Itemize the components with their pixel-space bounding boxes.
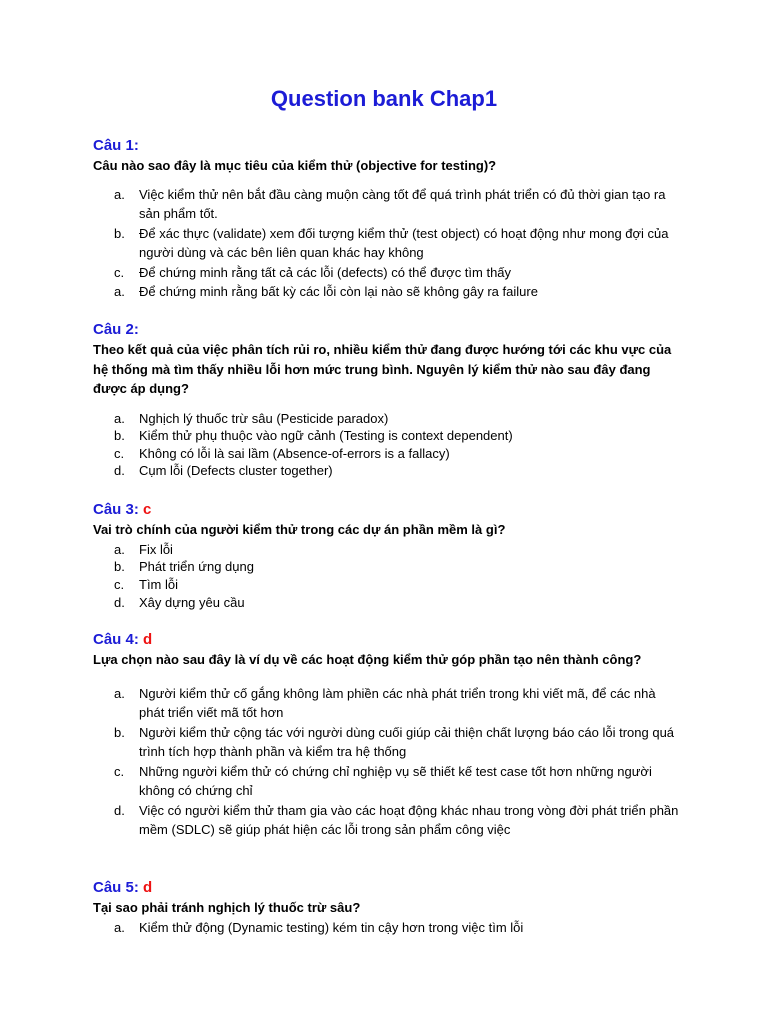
question-label: Câu 1: bbox=[93, 137, 139, 154]
option-letter: d. bbox=[114, 594, 125, 610]
question-text: Lựa chọn nào sau đây là ví dụ về các hoạt động kiểm thử góp phần tạo nên thành công? bbox=[93, 652, 642, 667]
option-letter: d. bbox=[114, 802, 125, 818]
question-heading bbox=[93, 320, 683, 340]
option-letter: a. bbox=[114, 186, 125, 202]
option-text: Phát triển ứng dụng bbox=[139, 559, 254, 575]
option-item bbox=[93, 462, 683, 480]
question-4 bbox=[93, 630, 683, 840]
option-text: Những người kiểm thử có chứng chỉ nghiệp vụ sẽ thiết kế test case tốt hơn những người không có chứng chỉ bbox=[139, 763, 652, 798]
option-item bbox=[93, 918, 683, 938]
option-text: Việc kiểm thử nên bắt đầu càng muộn càng tốt để quá trình phát triển có đủ thời gian tạo ra sản phẩm tốt. bbox=[139, 186, 666, 221]
question-text: Câu nào sao đây là mục tiêu của kiểm thử (objective for testing)? bbox=[93, 158, 497, 173]
question-2 bbox=[93, 320, 683, 480]
option-item bbox=[93, 541, 683, 559]
option-item bbox=[93, 427, 683, 445]
option-letter: c. bbox=[114, 763, 125, 779]
option-letter: a. bbox=[114, 541, 125, 557]
question-label: Câu 4: bbox=[93, 631, 139, 648]
option-text: Kiểm thử phụ thuộc vào ngữ cảnh (Testing is context dependent) bbox=[139, 428, 513, 443]
option-letter: d. bbox=[114, 463, 125, 478]
option-letter: c. bbox=[114, 264, 125, 280]
option-item bbox=[93, 185, 683, 224]
option-list bbox=[93, 684, 683, 840]
option-item bbox=[93, 558, 683, 576]
option-item bbox=[93, 282, 683, 302]
question-1 bbox=[93, 136, 683, 302]
option-text: Fix lỗi bbox=[139, 541, 173, 557]
option-item bbox=[93, 594, 683, 612]
option-letter: b. bbox=[114, 559, 125, 575]
option-list bbox=[93, 541, 683, 612]
question-label: Câu 5: bbox=[93, 879, 139, 896]
option-letter: a. bbox=[114, 410, 125, 426]
option-letter: a. bbox=[114, 284, 125, 299]
option-letter: a. bbox=[114, 919, 125, 935]
option-list bbox=[93, 410, 683, 480]
option-letter: c. bbox=[114, 445, 125, 461]
option-item bbox=[93, 576, 683, 594]
answer-key: d bbox=[143, 879, 153, 896]
option-text: Người kiểm thử cộng tác với người dùng cuối giúp cải thiện chất lượng báo cáo lỗi trong quá trình tích hợp thành phần và kiểm tra hệ thống bbox=[139, 724, 675, 759]
option-item bbox=[93, 410, 683, 428]
option-text: Tìm lỗi bbox=[139, 576, 178, 592]
question-5 bbox=[93, 878, 683, 937]
option-letter: b. bbox=[114, 724, 125, 740]
question-text: Vai trò chính của người kiểm thử trong các dự án phần mềm là gì? bbox=[93, 522, 506, 537]
page-title: Question bank Chap1 bbox=[270, 86, 498, 111]
option-item bbox=[93, 263, 683, 283]
question-heading bbox=[93, 500, 683, 520]
option-item bbox=[93, 224, 683, 263]
option-list bbox=[93, 185, 683, 302]
question-3 bbox=[93, 500, 683, 611]
option-item bbox=[93, 723, 683, 762]
option-letter: c. bbox=[114, 576, 125, 592]
option-text: Xây dựng yêu cầu bbox=[139, 594, 245, 610]
option-item bbox=[93, 801, 683, 840]
question-text: Theo kết quả của việc phân tích rủi ro, nhiều kiểm thử đang được hướng tới các khu vực của hệ thống mà tìm thấy nhiều lỗi hơn mức trung bình. Nguyên lý kiểm thử nào sau đây đang được áp dụng? bbox=[93, 342, 672, 396]
option-text: Việc có người kiểm thử tham gia vào các hoạt động khác nhau trong vòng đời phát triển phần mềm (SDLC) sẽ giúp phát hiện các lỗi trong sản phẩm công việc bbox=[139, 802, 679, 837]
question-heading bbox=[93, 878, 683, 898]
option-letter: a. bbox=[114, 685, 125, 701]
option-text: Cụm lỗi (Defects cluster together) bbox=[139, 463, 333, 478]
option-item bbox=[93, 445, 683, 463]
option-text: Nghịch lý thuốc trừ sâu (Pesticide paradox) bbox=[139, 410, 389, 426]
option-letter: b. bbox=[114, 225, 125, 241]
question-heading bbox=[93, 630, 683, 650]
option-item bbox=[93, 684, 683, 723]
option-text: Người kiểm thử cố gắng không làm phiền các nhà phát triển trong khi viết mã, để các nhà phát triển viết mã tốt hơn bbox=[139, 685, 656, 720]
option-text: Để chứng minh rằng tất cả các lỗi (defects) có thể được tìm thấy bbox=[139, 264, 512, 280]
option-list bbox=[93, 918, 683, 938]
option-text: Kiểm thử động (Dynamic testing) kém tin cậy hơn trong việc tìm lỗi bbox=[139, 919, 524, 935]
question-label: Câu 2: bbox=[93, 321, 139, 338]
answer-key: c bbox=[143, 501, 152, 518]
question-heading bbox=[93, 136, 683, 156]
option-item bbox=[93, 762, 683, 801]
option-letter: b. bbox=[114, 428, 125, 443]
answer-key: d bbox=[143, 631, 153, 648]
question-text: Tại sao phải tránh nghịch lý thuốc trừ sâu? bbox=[93, 900, 361, 915]
option-text: Để chứng minh rằng bất kỳ các lỗi còn lại nào sẽ không gây ra failure bbox=[139, 284, 538, 299]
option-text: Không có lỗi là sai lầm (Absence-of-errors is a fallacy) bbox=[139, 445, 450, 461]
option-text: Để xác thực (validate) xem đối tượng kiểm thử (test object) có hoạt động như mong đợi của người dùng và các bên liên quan khác hay không bbox=[139, 225, 669, 260]
question-label: Câu 3: bbox=[93, 501, 139, 518]
